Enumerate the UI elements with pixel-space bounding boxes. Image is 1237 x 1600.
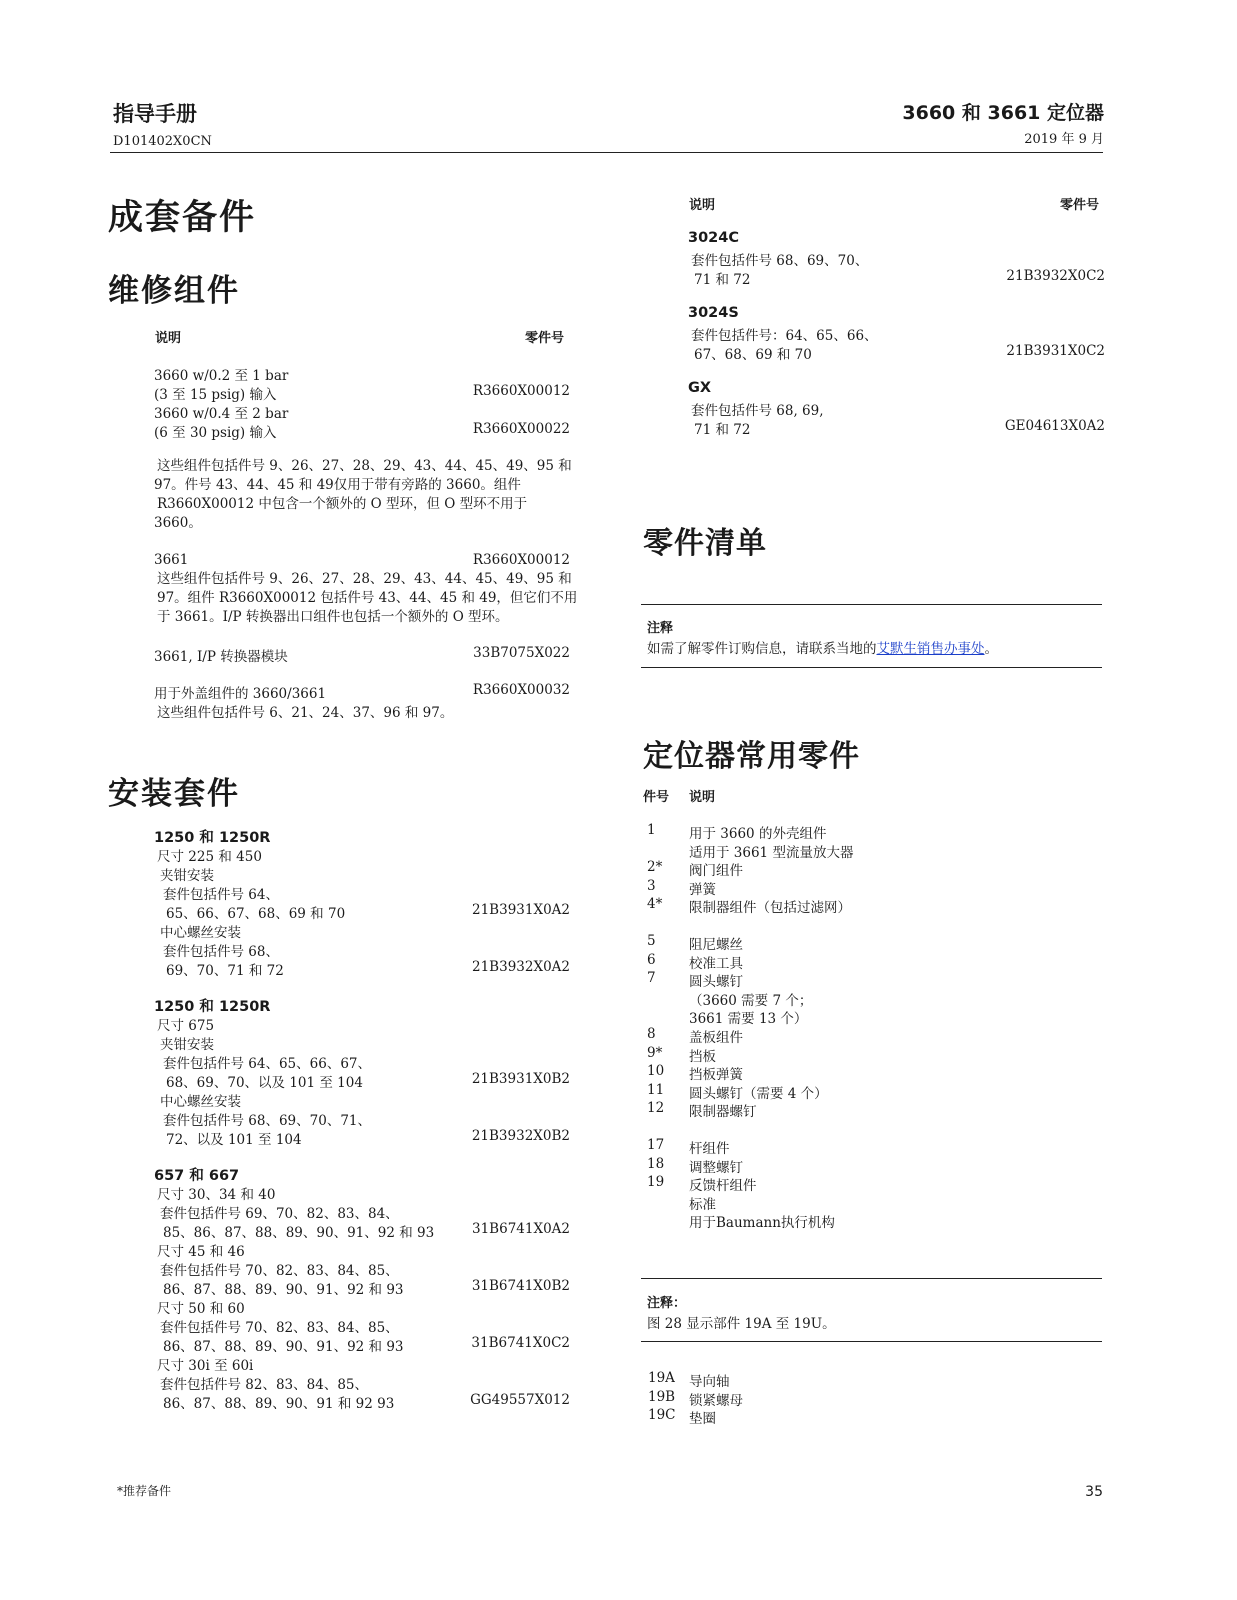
- product-title: 3660 和 3661 定位器: [902, 102, 1104, 124]
- table-row: 套件包括件号 64、: [163, 887, 279, 903]
- list-item: 17 杆组件: [647, 1136, 730, 1157]
- table-row: 夹钳安装: [160, 1037, 214, 1053]
- table-row: 套件包括件号 69、70、82、83、84、: [160, 1206, 399, 1222]
- list-item: 8 盖板组件: [647, 1025, 743, 1046]
- repair-row-3661: 3661 R3660X00012: [154, 552, 570, 568]
- mounting-kit-title: 1250 和 1250R: [154, 830, 271, 846]
- table-row: (6 至 30 psig) 输入 R3660X00022: [154, 421, 570, 441]
- manual-title: 指导手册: [113, 102, 197, 126]
- table-row: 86、87、88、89、90、91、92 和 93 31B6741X0C2: [163, 1335, 570, 1355]
- table-row: 尺寸 50 和 60: [157, 1301, 245, 1317]
- parts-col-key: 件号: [643, 790, 670, 805]
- note2-rule-bottom: [641, 1341, 1102, 1342]
- list-item: 3 弹簧: [647, 877, 716, 898]
- parts-list-heading: 零件清单: [643, 526, 767, 561]
- table-row: 套件包括件号 68、: [163, 944, 279, 960]
- document-code: D101402X0CN: [113, 134, 212, 149]
- list-item: 19 反馈杆组件: [647, 1174, 757, 1195]
- list-item: 4* 限制器组件（包括过滤网）: [647, 896, 851, 917]
- list-item: 19C 垫圈: [648, 1407, 716, 1428]
- mounting-kits-heading: 安装套件: [108, 776, 240, 812]
- parts-list: [643, 822, 1043, 1230]
- list-item: 9* 挡板: [647, 1044, 716, 1065]
- list-item: 7 圆头螺钉: [647, 970, 743, 991]
- mounting-kit-title: 1250 和 1250R: [154, 999, 271, 1015]
- list-item: 标准: [689, 1196, 716, 1213]
- table-row: 尺寸 30、34 和 40: [157, 1187, 276, 1203]
- list-item: 11 圆头螺钉（需要 4 个）: [647, 1081, 828, 1102]
- mounting-kit-title: 657 和 667: [154, 1168, 240, 1184]
- list-item: 6 校准工具: [647, 951, 743, 972]
- table-row: 86、87、88、89、90、91 和 92 93 GG49557X012: [163, 1392, 570, 1412]
- footnote: *推荐备件: [117, 1484, 172, 1498]
- mounting-kit-group: [154, 826, 570, 978]
- list-item: 用于Baumann执行机构: [689, 1215, 835, 1232]
- list-item: 适用于 3661 型流量放大器: [689, 844, 854, 861]
- repair-col-desc: 说明: [155, 331, 182, 346]
- table-row: 86、87、88、89、90、91、92 和 93 31B6741X0B2: [163, 1278, 570, 1298]
- page-number: 35: [1085, 1484, 1103, 1500]
- list-item: 5 阻尼螺丝: [647, 932, 743, 953]
- table-row: 尺寸 30i 至 60i: [157, 1358, 254, 1374]
- sub-parts-list: [648, 1370, 1048, 1426]
- table-row: 3660 w/0.2 至 1 bar: [154, 368, 289, 384]
- list-item: 1 用于 3660 的外壳组件: [647, 822, 827, 842]
- table-row: 套件包括件号 82、83、84、85、: [160, 1377, 369, 1393]
- table-row: 68、69、70、以及 101 至 104 21B3931X0B2: [166, 1071, 570, 1091]
- kit-group-3024s: 3024S 套件包括件号：64、65、66、 67、68、69 和 70 21B3931X0C2: [688, 305, 1105, 363]
- note-rule-top: [641, 604, 1102, 605]
- common-parts-heading: 定位器常用零件: [643, 739, 860, 774]
- note-rule-bottom: [641, 667, 1102, 668]
- note2-text: 图 28 显示部件 19A 至 19U。: [647, 1316, 836, 1332]
- table-row: 69、70、71 和 72 21B3932X0A2: [166, 959, 570, 979]
- table-row: 中心螺丝安装: [160, 925, 241, 941]
- repair-note-3660: 这些组件包括件号 9、26、27、28、29、43、44、45、49、95 和 97。件号 43、44、45 和 49仅用于带有旁路的 3660。组件 R3660X00012 中包含一个额外的 O 型环，但 O 型环不用于 3660。: [154, 458, 572, 531]
- list-item: 2* 阀门组件: [647, 859, 743, 880]
- table-row: 85、86、87、88、89、90、91、92 和 93 31B6741X0A2: [163, 1221, 570, 1241]
- repair-row-cover: 用于外盖组件的 3660/3661 R3660X00032 这些组件包括件号 6、21、24、37、96 和 97。: [154, 682, 570, 721]
- parts-col-desc: 说明: [689, 790, 716, 805]
- table-row: 夹钳安装: [160, 868, 214, 884]
- header-rule: [110, 152, 1103, 153]
- right-kits-col-part: 零件号: [1060, 198, 1100, 213]
- note2-rule-top: [641, 1278, 1102, 1279]
- list-item: 3661 需要 13 个）: [689, 1011, 808, 1028]
- mounting-kit-group: [154, 995, 570, 1147]
- table-row: (3 至 15 psig) 输入 R3660X00012: [154, 383, 570, 403]
- list-item: 10 挡板弹簧: [647, 1063, 743, 1084]
- repair-col-part: 零件号: [525, 331, 565, 346]
- table-row: 套件包括件号 70、82、83、84、85、: [160, 1320, 399, 1336]
- table-row: 尺寸 45 和 46: [157, 1244, 245, 1260]
- note-title: 注释: [647, 621, 674, 636]
- mounting-kit-list: [154, 826, 570, 1411]
- list-item: （3660 需要 7 个；: [689, 992, 813, 1009]
- list-item: 19A 导向轴: [648, 1370, 730, 1390]
- table-row: 套件包括件号 70、82、83、84、85、: [160, 1263, 399, 1279]
- table-row: 3660 w/0.4 至 2 bar: [154, 406, 289, 422]
- table-row: 65、66、67、68、69 和 70 21B3931X0A2: [166, 902, 570, 922]
- note-text: 如需了解零件订购信息，请联系当地的艾默生销售办事处。: [647, 641, 998, 657]
- table-row: 套件包括件号 68、69、70、71、: [163, 1113, 372, 1129]
- repair-rows-3660: [154, 364, 570, 440]
- note2-title: 注释：: [647, 1296, 687, 1311]
- right-kits-col-desc: 说明: [689, 198, 716, 213]
- document-date: 2019 年 9 月: [1024, 132, 1104, 147]
- table-row: 套件包括件号 64、65、66、67、: [163, 1056, 372, 1072]
- kit-group-3024c: 3024C 套件包括件号 68、69、70、 71 和 72 21B3932X0C2: [688, 230, 1105, 288]
- sales-office-link[interactable]: 艾默生销售办事处: [876, 641, 985, 657]
- repair-kits-heading: 维修组件: [108, 273, 240, 309]
- table-row: 中心螺丝安装: [160, 1094, 241, 1110]
- kit-group-gx: GX 套件包括件号 68, 69, 71 和 72 GE04613X0A2: [688, 380, 1105, 438]
- repair-note-3661: 这些组件包括件号 9、26、27、28、29、43、44、45、49、95 和 97。组件 R3660X00012 包括件号 43、44、45 和 49，但它们不用 于 3661。I/P 转换器出口组件也包括一个额外的 O 型环。: [157, 571, 578, 625]
- kits-heading: 成套备件: [108, 198, 257, 238]
- table-row: 尺寸 225 和 450: [157, 849, 262, 865]
- repair-row-ip-module: 3661, I/P 转换器模块 33B7075X022: [154, 645, 570, 665]
- table-row: 72、以及 101 至 104 21B3932X0B2: [166, 1128, 570, 1148]
- table-row: 尺寸 675: [157, 1018, 215, 1034]
- mounting-kit-group: [154, 1164, 570, 1411]
- list-item: 19B 锁紧螺母: [648, 1388, 743, 1409]
- list-item: 12 限制器螺钉: [647, 1100, 757, 1121]
- list-item: 18 调整螺钉: [647, 1155, 743, 1176]
